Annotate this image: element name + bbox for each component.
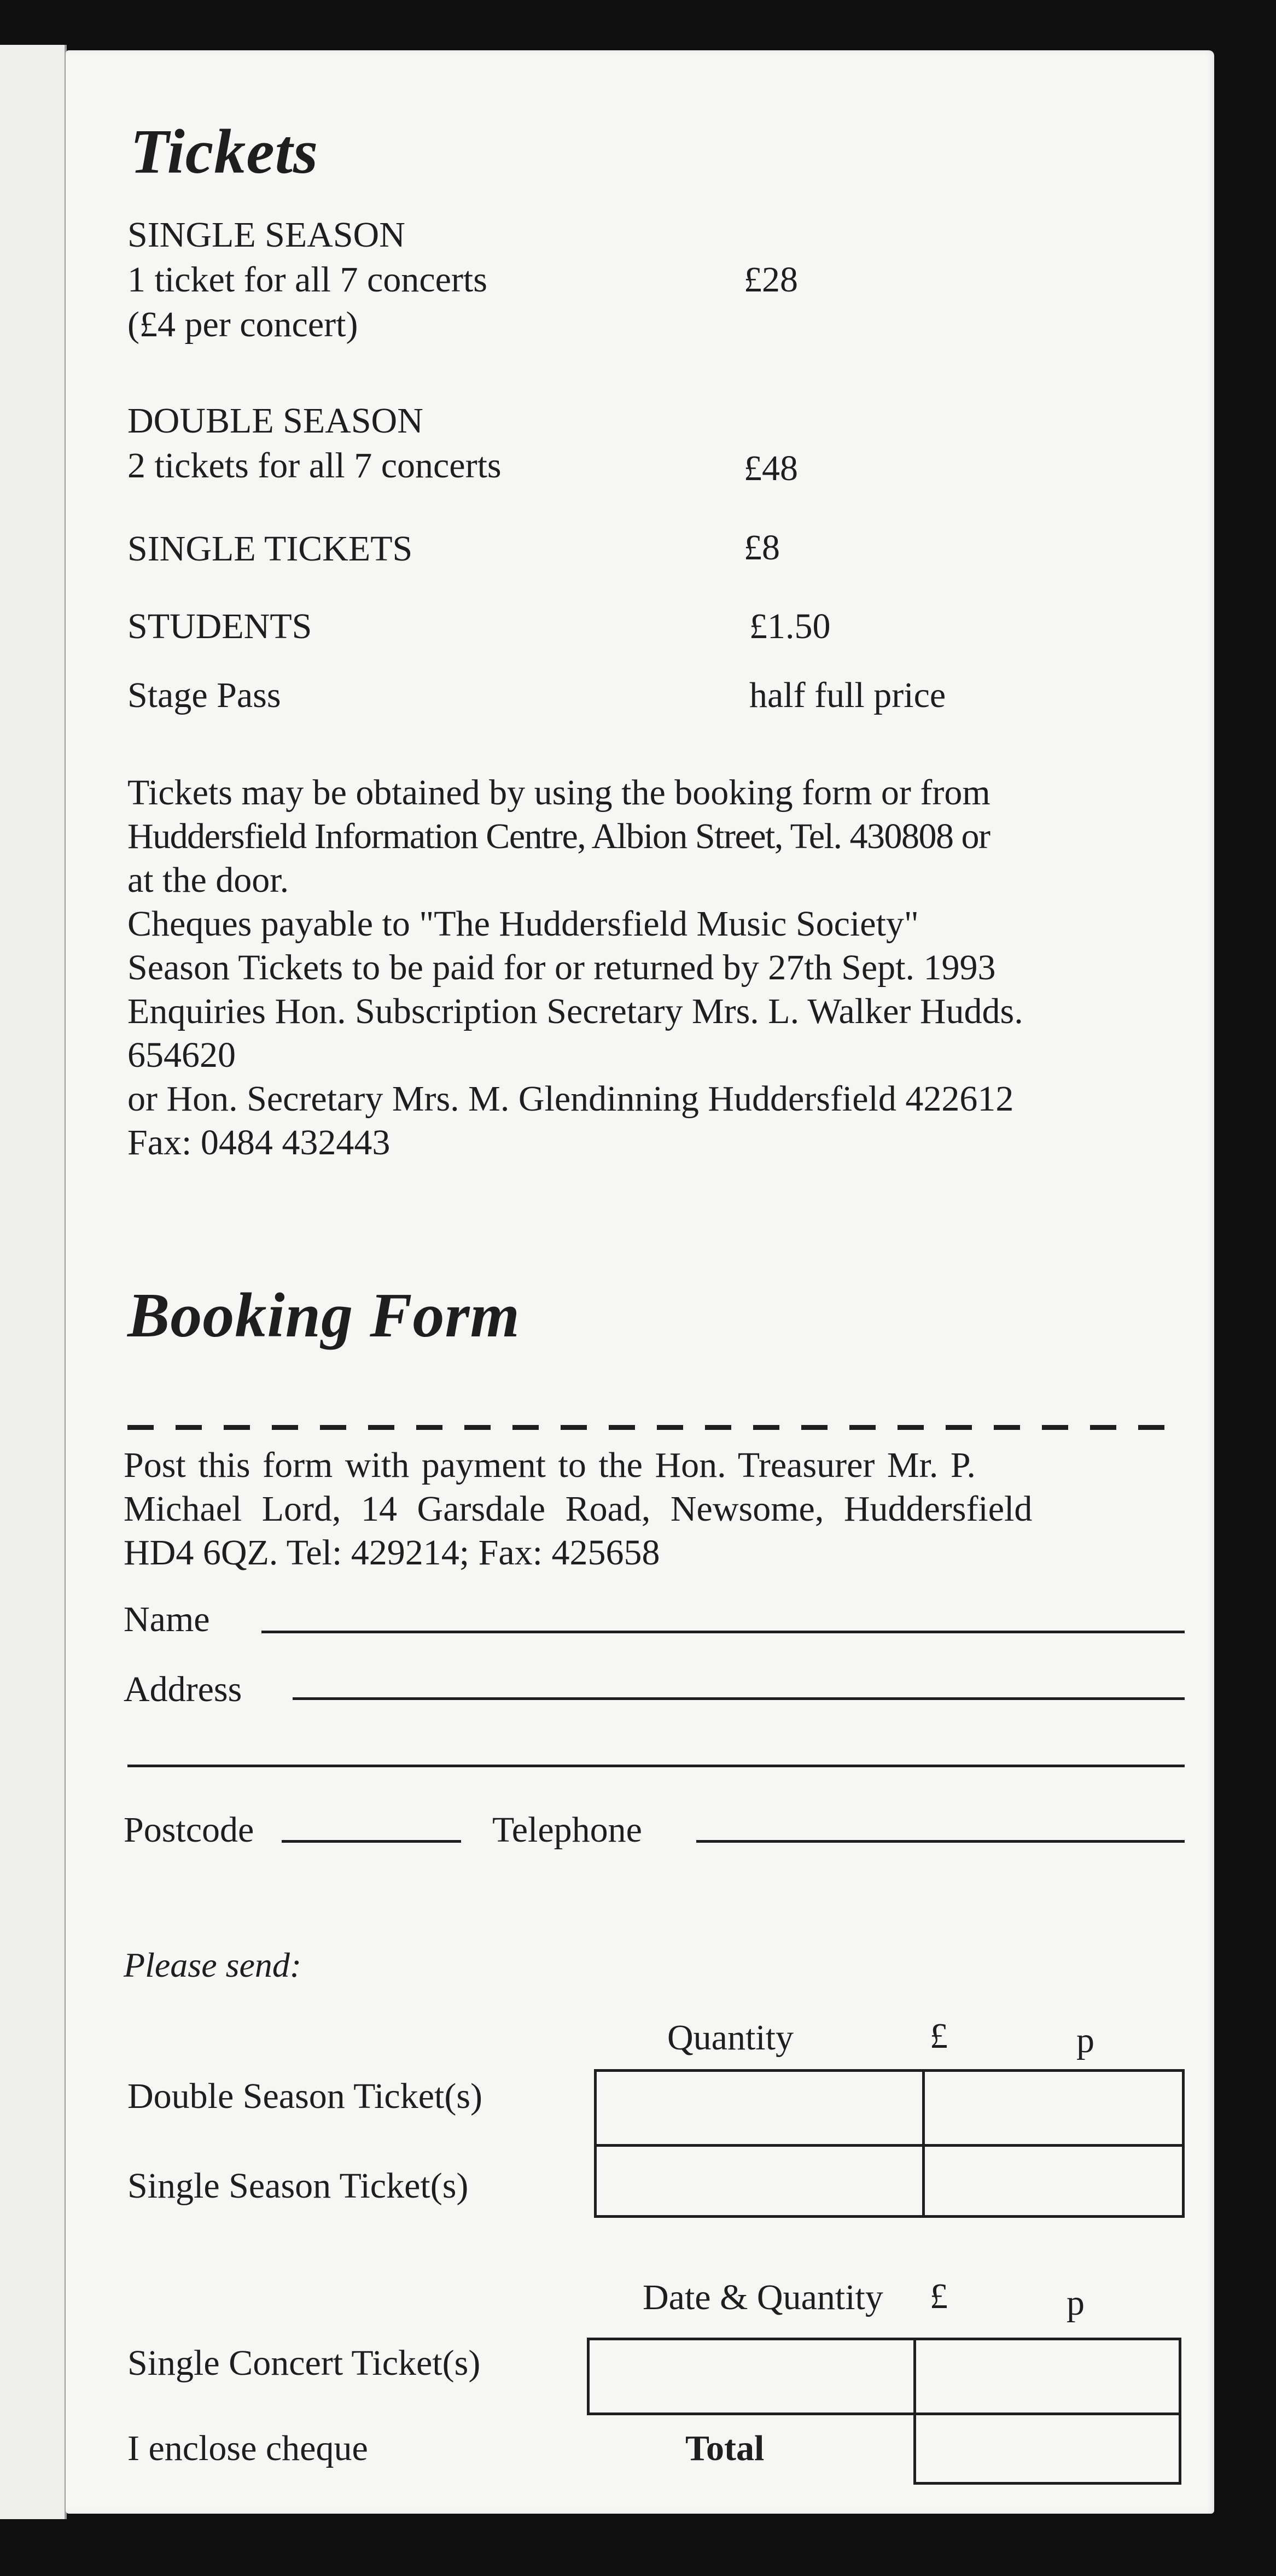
postcode-label: Postcode bbox=[124, 1810, 254, 1850]
ticket-info-paragraph bbox=[127, 771, 1023, 1165]
date-quantity-column-header: Date & Quantity bbox=[643, 2277, 883, 2317]
double-season-price: £48 bbox=[744, 448, 798, 488]
brochure-page bbox=[66, 50, 1214, 2514]
post-instructions bbox=[124, 1444, 1032, 1575]
address-input-line[interactable] bbox=[293, 1697, 1185, 1700]
single-concert-amount-box[interactable] bbox=[913, 2338, 1181, 2415]
post-line: HD4 6QZ. Tel: 429214; Fax: 425658 bbox=[124, 1533, 660, 1573]
stage-pass-label: Stage Pass bbox=[127, 675, 281, 715]
double-season-title: DOUBLE SEASON bbox=[127, 401, 423, 441]
info-line: Season Tickets to be paid for or returned by 27th Sept. 1993 bbox=[127, 948, 996, 988]
tickets-heading: Tickets bbox=[130, 117, 319, 187]
address-label: Address bbox=[124, 1669, 242, 1709]
single-concert-row-label: Single Concert Ticket(s) bbox=[127, 2343, 481, 2383]
telephone-label: Telephone bbox=[492, 1810, 642, 1850]
cut-here-dashed-line bbox=[127, 1425, 1186, 1430]
info-line: at the door. bbox=[127, 860, 289, 900]
pence-column-header: p bbox=[1076, 2020, 1094, 2060]
info-line: Fax: 0484 432443 bbox=[127, 1123, 391, 1163]
total-label: Total bbox=[685, 2428, 765, 2468]
single-season-row-label: Single Season Ticket(s) bbox=[127, 2166, 469, 2206]
info-line: 654620 bbox=[127, 1035, 236, 1075]
double-season-quantity-box[interactable] bbox=[594, 2069, 925, 2147]
telephone-input-line[interactable] bbox=[696, 1840, 1185, 1843]
stage-pass-price: half full price bbox=[749, 675, 946, 715]
booking-form-heading: Booking Form bbox=[127, 1281, 520, 1351]
pence-column-header-2: p bbox=[1067, 2283, 1085, 2323]
please-send-label: Please send: bbox=[124, 1946, 302, 1984]
single-concert-date-quantity-box[interactable] bbox=[587, 2338, 916, 2415]
double-season-amount-box[interactable] bbox=[922, 2069, 1185, 2147]
total-amount-box[interactable] bbox=[913, 2413, 1181, 2485]
pounds-column-header: £ bbox=[930, 2016, 948, 2056]
single-season-amount-box[interactable] bbox=[922, 2144, 1185, 2218]
info-line: Enquiries Hon. Subscription Secretary Mrs. L. Walker Hudds. bbox=[127, 991, 1023, 1031]
info-line: Cheques payable to "The Huddersfield Music Society" bbox=[127, 904, 919, 944]
double-season-row-label: Double Season Ticket(s) bbox=[127, 2076, 482, 2116]
single-tickets-label: SINGLE TICKETS bbox=[127, 529, 413, 569]
enclose-cheque-label: I enclose cheque bbox=[127, 2428, 368, 2468]
students-price: £1.50 bbox=[749, 606, 831, 646]
info-line: or Hon. Secretary Mrs. M. Glendinning Huddersfield 422612 bbox=[127, 1079, 1014, 1119]
postcode-input-line[interactable] bbox=[282, 1840, 461, 1843]
single-season-note: (£4 per concert) bbox=[127, 305, 358, 344]
students-label: STUDENTS bbox=[127, 606, 312, 646]
quantity-column-header: Quantity bbox=[667, 2018, 794, 2058]
single-season-title: SINGLE SEASON bbox=[127, 215, 405, 255]
single-season-desc: 1 ticket for all 7 concerts bbox=[127, 260, 487, 300]
post-line: Post this form with payment to the Hon. Treasurer Mr. P. bbox=[124, 1445, 976, 1485]
info-line: Tickets may be obtained by using the booking form or from bbox=[127, 773, 990, 813]
info-line: Huddersfield Information Centre, Albion Street, Tel. 430808 or bbox=[127, 816, 990, 856]
single-season-price: £28 bbox=[744, 260, 798, 300]
name-input-line[interactable] bbox=[261, 1631, 1185, 1633]
single-season-quantity-box[interactable] bbox=[594, 2144, 925, 2218]
address-input-line-2[interactable] bbox=[127, 1765, 1185, 1767]
double-season-desc: 2 tickets for all 7 concerts bbox=[127, 446, 502, 486]
single-tickets-price: £8 bbox=[744, 528, 780, 568]
pounds-column-header-2: £ bbox=[930, 2276, 948, 2316]
facing-page-edge bbox=[0, 45, 67, 2519]
post-line: Michael Lord, 14 Garsdale Road, Newsome, Huddersfield bbox=[124, 1489, 1033, 1529]
name-label: Name bbox=[124, 1599, 210, 1639]
